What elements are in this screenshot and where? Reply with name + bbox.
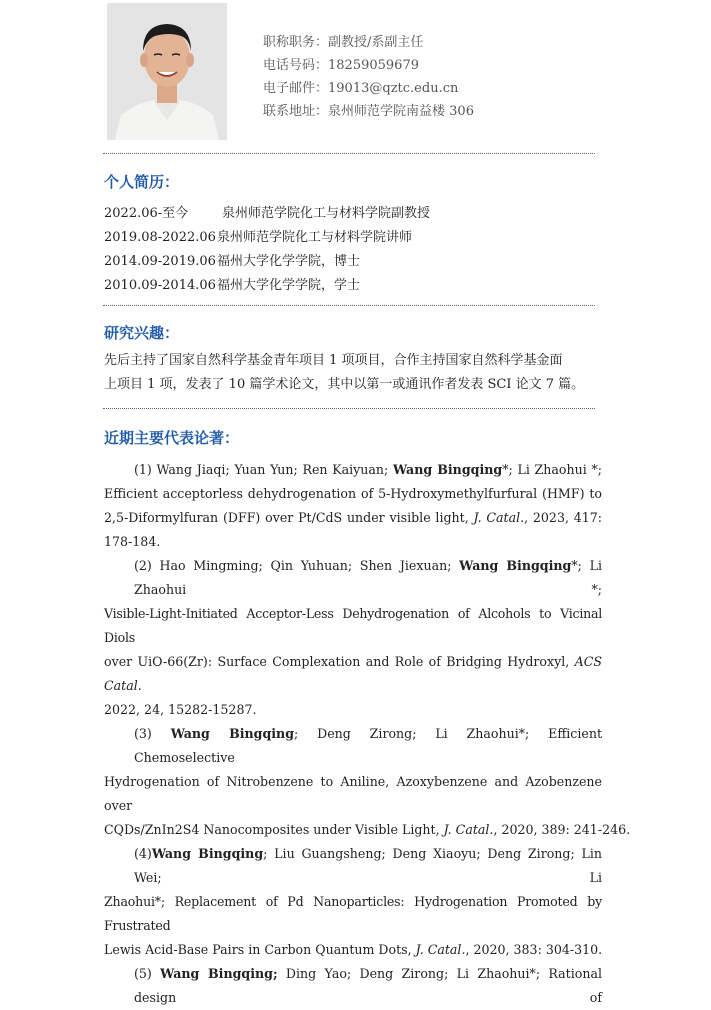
publication-item — [104, 554, 602, 722]
address-value: 泉州师范学院南益楼 306 — [328, 104, 474, 119]
pub-line: (4)Wang Bingqing; Liu Guangsheng; Deng Xiaoyu; Deng Zirong; Lin Wei; Li — [134, 846, 603, 885]
divider — [103, 305, 595, 306]
email-label: 电子邮件： — [263, 81, 329, 96]
resume-list — [104, 202, 430, 298]
pub-line: (2) Hao Mingming; Qin Yuhuan; Shen Jiexuan; Wang Bingqing*; Li Zhaohui *; — [134, 558, 603, 597]
publications-heading: 近期主要代表论著： — [104, 429, 240, 447]
phone-row — [263, 54, 474, 77]
phone-value: 18259059679 — [328, 58, 419, 73]
publication-item — [104, 962, 602, 1010]
publication-item — [104, 842, 602, 962]
pub-line: Visible-Light-Initiated Acceptor-Less Dehydrogenation of Alcohols to Vicinal Diols — [104, 606, 602, 645]
resume-desc: 泉州师范学院化工与材料学院副教授 — [222, 206, 431, 221]
pub-line: over UiO-66(Zr): Surface Complexation and Role of Bridging Hydroxyl, ACS Catal. — [104, 654, 602, 693]
pub-journal: J. Catal. — [473, 510, 525, 525]
resume-desc: 泉州师范学院化工与材料学院讲师 — [217, 230, 413, 245]
resume-item — [104, 202, 430, 226]
pub-line: Lewis Acid-Base Pairs in Carbon Quantum Dots, J. Catal., 2020, 383: 304-310. — [104, 942, 603, 957]
resume-desc: 福州大学化学学院，学士 — [217, 278, 361, 293]
research-heading: 研究兴趣： — [104, 324, 180, 342]
pub-line: Zhaohui*; Replacement of Pd Nanoparticles: Hydrogenation Promoted by Frustrated — [104, 894, 602, 933]
resume-item — [104, 226, 430, 250]
publication-list — [104, 458, 631, 1010]
research-text — [104, 349, 604, 397]
profile-photo — [107, 3, 227, 140]
research-line: 上项目 1 项，发表了 10 篇学术论文，其中以第一或通讯作者发表 SCI 论文 7 篇。 — [104, 377, 585, 392]
divider — [103, 408, 595, 409]
pub-line: 2022, 24, 15282-15287. — [104, 702, 257, 717]
email-row — [263, 77, 474, 100]
pub-line: (5) Wang Bingqing; Ding Yao; Deng Zirong; Li Zhaohui*; Rational design of — [134, 966, 602, 1005]
pub-line: Efficient acceptorless dehydrogenation of 5-Hydroxymethylfurfural (HMF) to — [104, 486, 602, 501]
phone-label: 电话号码： — [263, 58, 329, 73]
pub-line: (1) Wang Jiaqi; Yuan Yun; Ren Kaiyuan; Wang Bingqing*; Li Zhaohui *; — [134, 462, 603, 477]
pub-author-bold: Wang Bingqing — [392, 462, 503, 477]
pub-author-bold: Wang Bingqing; — [160, 966, 278, 981]
resume-heading: 个人简历： — [104, 173, 180, 191]
title-label: 职称职务： — [263, 35, 329, 50]
title-row — [263, 31, 474, 54]
divider — [103, 153, 595, 154]
portrait-image — [107, 3, 227, 140]
publication-item — [104, 722, 631, 842]
pub-author-bold: Wang Bingqing — [459, 558, 572, 573]
pub-line: CQDs/ZnIn2S4 Nanocomposites under Visible Light, J. Catal., 2020, 389: 241-246. — [104, 822, 631, 837]
email-value[interactable]: 19013@qztc.edu.cn — [328, 81, 459, 96]
resume-date: 2014.09-2019.06 — [104, 254, 216, 269]
pub-author-bold: Wang Bingqing — [151, 846, 264, 861]
pub-journal: J. Catal. — [443, 822, 494, 837]
publication-item — [104, 458, 602, 554]
resume-date: 2019.08-2022.06 — [104, 230, 216, 245]
address-label: 联系地址： — [263, 104, 329, 119]
resume-date: 2010.09-2014.06 — [104, 278, 216, 293]
pub-author-bold: Wang Bingqing — [170, 726, 295, 741]
pub-line: 178-184. — [104, 534, 161, 549]
pub-line: (3) Wang Bingqing; Deng Zirong; Li Zhaohui*; Efficient Chemoselective — [134, 726, 603, 765]
resume-item — [104, 250, 430, 274]
pub-journal: ACS Catal — [104, 654, 602, 693]
resume-desc: 福州大学化学学院，博士 — [217, 254, 361, 269]
pub-line: 2,5-Diformylfuran (DFF) over Pt/CdS under visible light, J. Catal., 2023, 417: — [104, 510, 603, 525]
address-row — [263, 100, 474, 123]
resume-date: 2022.06-至今 — [104, 206, 189, 221]
pub-journal: J. Catal. — [415, 942, 466, 957]
contact-info — [263, 31, 474, 123]
research-line: 先后主持了国家自然科学基金青年项目 1 项项目，合作主持国家自然科学基金面 — [104, 353, 563, 368]
pub-line: Hydrogenation of Nitrobenzene to Aniline, Azoxybenzene and Azobenzene over — [104, 774, 602, 813]
title-value: 副教授/系副主任 — [328, 35, 424, 50]
resume-item — [104, 274, 430, 298]
